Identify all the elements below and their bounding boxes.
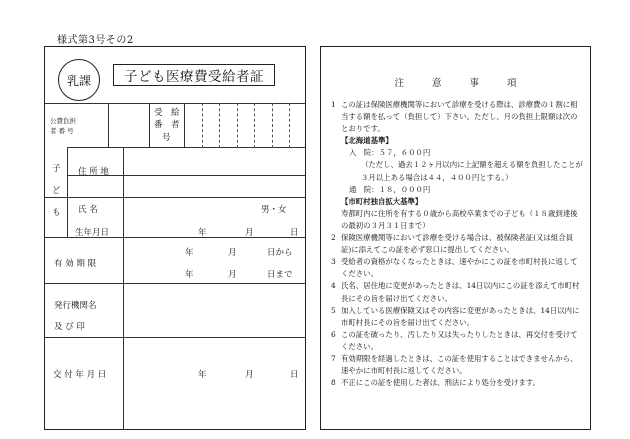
payer-number-label-line2: 者 番 号: [50, 127, 74, 135]
validity-to-month: 月: [228, 270, 237, 280]
row-divider: [45, 337, 305, 338]
row-divider: [45, 283, 305, 284]
name-label: 氏 名: [78, 205, 98, 215]
row-divider: [45, 197, 305, 198]
note-item: 2 保険医療機関等において診療を受ける場合は、被保険者証(又は組合員証)に添えてこの証を必ず窓口に提出してください。: [331, 233, 573, 255]
form-number: 様式第3号その2: [57, 35, 134, 46]
validity-to-day: 日まで: [267, 270, 293, 280]
validity-from-day: 日から: [267, 248, 293, 258]
address-label: 住 所 地: [78, 167, 109, 177]
digit-separator: [202, 103, 203, 148]
birth-month-unit: 月: [245, 228, 254, 238]
digit-separator: [272, 103, 273, 148]
recipient-char: 者: [171, 120, 180, 130]
issue-month-unit: 月: [245, 370, 254, 380]
note-item: 3 受給者の資格がなくなったときは、速やかにこの証を市町村長に返してください。: [331, 257, 578, 279]
recipient-char: 受: [154, 108, 163, 118]
digit-separator: [237, 103, 238, 148]
note-item: 7 有効期限を経過したときは、この証を使用することはできませんから、速やかに市町村長に返してください。: [331, 353, 578, 376]
note-item: 1 この証は保険医療機関等において診療を受ける際は、診療費の１割に相当する額を払って（負担して）下さい。ただし、月の負担上限額は次のとおりです。: [331, 100, 578, 134]
notes-list: [331, 99, 583, 389]
recipient-char: 号: [162, 133, 171, 143]
validity-from-month: 月: [228, 248, 237, 258]
validity-to-year: 年: [185, 270, 194, 280]
notes-title-char: 項: [507, 78, 517, 89]
sex-options: 男・女: [261, 205, 287, 215]
issue-year-unit: 年: [198, 370, 207, 380]
note-item: 6 この証を破ったり、汚したり又は失ったりしたときは、再交付を受けてください。: [331, 329, 578, 351]
row-divider: [45, 103, 305, 104]
digit-separator: [289, 103, 290, 148]
digit-separator: [219, 103, 220, 148]
note-detail: 寿都町内に住所を有する０歳から高校卒業までの子ども（１８歳到達後の最初の３月３１日まで）: [341, 208, 578, 230]
child-label-char: ど: [52, 186, 61, 196]
recipient-char: 給: [171, 108, 180, 118]
notes-title-char: 事: [469, 78, 480, 89]
notes-title: [321, 75, 590, 89]
note-detail: 通 院：１８，０００円: [349, 184, 431, 194]
note-heading: 【市町村独自拡大基準】: [341, 196, 423, 206]
digit-separator: [254, 103, 255, 148]
note-detail: 入 院：５７，６００円: [349, 148, 431, 158]
certificate-back: [320, 46, 591, 430]
issuer-label-line1: 発行機関名: [54, 301, 97, 311]
birth-day-unit: 日: [290, 228, 299, 238]
issue-day-unit: 日: [290, 370, 299, 380]
department-seal: 乳課: [58, 59, 100, 101]
row-divider: [67, 147, 305, 148]
certificate-front: [44, 46, 306, 430]
birth-date-label: 生年月日: [75, 228, 110, 238]
col-divider: [108, 103, 109, 148]
col-divider: [123, 237, 124, 429]
child-label-char: も: [52, 208, 61, 218]
col-divider: [149, 103, 150, 148]
notes-title-char: 注: [394, 78, 404, 89]
note-item: 5 加入している医療保険又はその内容に変更があったときは、14日以内に市町村長にその旨を届け出てください。: [331, 305, 580, 327]
validity-label: 有 効 期 限: [54, 259, 97, 269]
col-divider: [67, 147, 68, 237]
validity-from-year: 年: [185, 248, 194, 258]
col-divider: [184, 103, 185, 148]
note-detail: （ただし、過去１２ヶ月以内に上記額を超える額を負担したことが３月以上ある場合は４４，４００円とする。）: [361, 160, 583, 182]
col-divider: [123, 147, 124, 237]
notes-title-char: 意: [431, 78, 442, 89]
recipient-char: 番: [154, 120, 163, 130]
payer-number-label-line1: 公費負担: [50, 117, 76, 125]
birth-year-unit: 年: [198, 228, 207, 238]
child-label-char: 子: [52, 164, 61, 174]
note-heading: 【北海道基準】: [341, 136, 393, 146]
issuer-label-line2: 及 び 印: [54, 322, 85, 332]
certificate-title: 子ども医療費受給者証: [113, 64, 275, 86]
note-item: 8 不正にこの証を使用した者は、刑法により処分を受けます。: [331, 378, 540, 388]
issue-date-label: 交 付 年 月 日: [53, 370, 107, 380]
note-item: 4 氏名、居住地に変更があったときは、14日以内にこの証を添えて市町村長にその旨を届け出てください。: [331, 281, 580, 303]
